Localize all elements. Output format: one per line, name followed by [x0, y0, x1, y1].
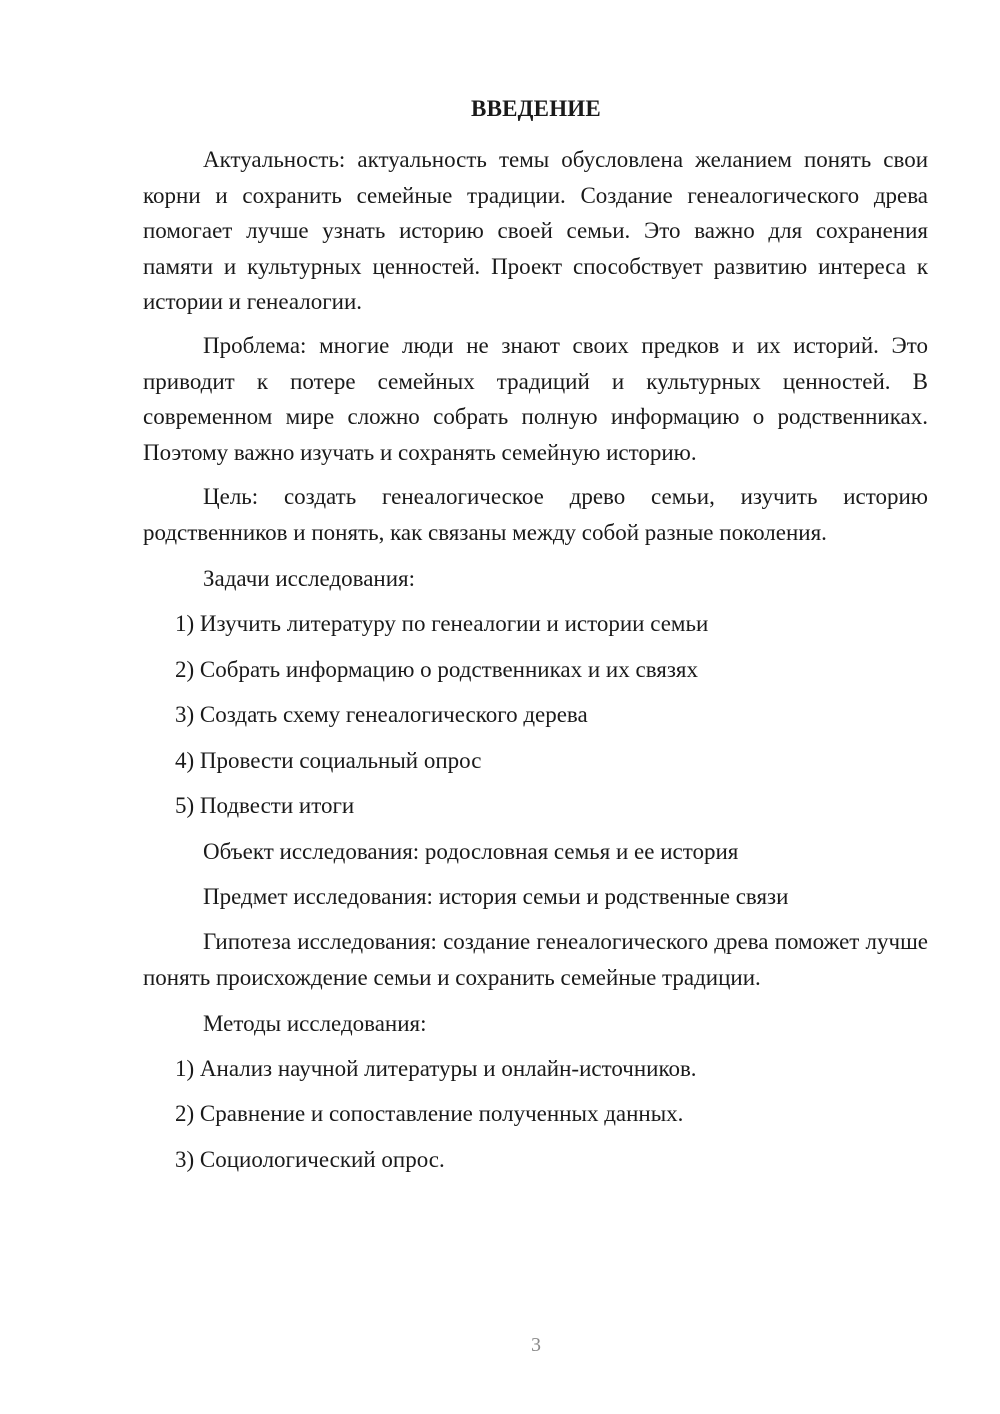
tasks-title: Задачи исследования:	[203, 566, 416, 591]
task-item: 2) Собрать информацию о родственниках и их связях	[175, 657, 699, 682]
problem-block	[143, 328, 928, 470]
problem-paragraph: Проблема: многие люди не знают своих предков и их историй. Это приводит к потере семейных традиций и культурных ценностей. В современном мире сложно собрать полную информацию о родственниках. Поэтому важно изучать и сохранять семейную историю.	[143, 333, 928, 465]
method-item: 3) Социологический опрос.	[175, 1147, 445, 1172]
research-subject: Предмет исследования: история семьи и родственные связи	[203, 884, 789, 909]
hypothesis-block	[143, 924, 928, 995]
method-item: 2) Сравнение и сопоставление полученных данных.	[175, 1101, 684, 1126]
goal-block	[143, 479, 928, 550]
page-number: 3	[531, 1334, 541, 1356]
task-item: 4) Провести социальный опрос	[175, 748, 482, 773]
methods-title: Методы исследования:	[203, 1011, 427, 1036]
method-item: 1) Анализ научной литературы и онлайн-источников.	[175, 1056, 697, 1081]
hypothesis-paragraph: Гипотеза исследования: создание генеалогического древа поможет лучше понять происхождение семьи и сохранить семейные традиции.	[143, 929, 928, 990]
relevance-paragraph: Актуальность: актуальность темы обусловлена желанием понять свои корни и сохранить семейные традиции. Создание генеалогического древа помогает лучше узнать историю своей семьи. Это важно для сохранения памяти и культурных ценностей. Проект способствует развитию интереса к истории и генеалогии.	[143, 147, 928, 315]
task-item: 3) Создать схему генеалогического дерева	[175, 702, 588, 727]
research-object: Объект исследования: родословная семья и ее история	[203, 839, 739, 864]
task-item: 5) Подвести итоги	[175, 793, 355, 818]
goal-paragraph: Цель: создать генеалогическое древо семьи, изучить историю родственников и понять, как связаны между собой разные поколения.	[143, 484, 928, 545]
task-item: 1) Изучить литературу по генеалогии и истории семьи	[175, 611, 709, 636]
relevance-block	[143, 142, 928, 320]
section-heading: ВВЕДЕНИЕ	[471, 96, 601, 121]
